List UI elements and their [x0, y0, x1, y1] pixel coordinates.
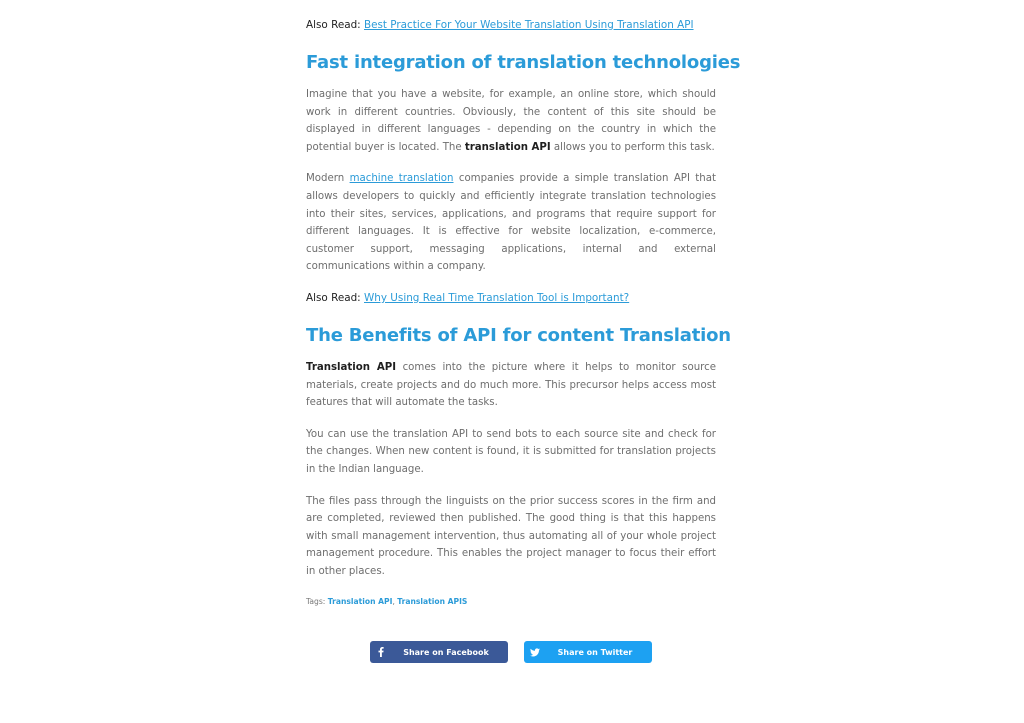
- tags-label: Tags:: [306, 597, 326, 607]
- paragraph-text: Imagine that you have a website, for example, an online store, which should work in different countries. Obviously, the content of this site should be displayed in different languages - depending on the country in which the potential buyer is located. The: [306, 89, 716, 153]
- tag-translation-apis[interactable]: Translation APIS: [397, 597, 468, 607]
- paragraph-text: companies provide a simple translation API that allows developers to quickly and efficiently integrate translation technologies into their sites, services, applications, and programs that require support for different languages. It is effective for website localization, e-commerce, customer support, messaging applications, internal and external communications within a company.: [306, 173, 716, 273]
- tags: [306, 596, 716, 608]
- paragraph-modern: [306, 170, 716, 276]
- paragraph-imagine: [306, 86, 716, 156]
- section-heading-benefits: The Benefits of API for content Translation: [306, 324, 731, 346]
- also-read-link-best-practice[interactable]: Best Practice For Your Website Translation Using Translation API: [364, 19, 694, 31]
- paragraph-text: allows you to perform this task.: [550, 141, 715, 153]
- strong-translation-api: translation API: [464, 141, 551, 153]
- paragraph-text: Modern: [306, 173, 350, 185]
- share-facebook-button[interactable]: [370, 641, 508, 663]
- also-read-2: [306, 290, 716, 307]
- share-twitter-button[interactable]: [524, 641, 652, 663]
- also-read-1: [306, 17, 716, 34]
- share-twitter-label: Share on Twitter: [557, 647, 633, 657]
- facebook-icon: [370, 641, 392, 663]
- paragraph-text: comes into the picture where it helps to monitor source materials, create projects and do much more. This precursor helps access most features that will automate the tasks.: [306, 361, 716, 409]
- paragraph-translation-api: [306, 359, 716, 412]
- tag-translation-api[interactable]: Translation API: [327, 597, 393, 607]
- section-heading-fast-integration: Fast integration of translation technologies: [306, 52, 741, 73]
- machine-translation-link[interactable]: machine translation: [349, 173, 454, 185]
- tags-separator: ,: [392, 597, 395, 607]
- twitter-icon: [524, 641, 546, 663]
- paragraph-bots: You can use the translation API to send bots to each source site and check for the changes. When new content is found, it is submitted for translation projects in the Indian language.: [306, 428, 716, 475]
- also-read-label: Also Read:: [306, 19, 361, 31]
- paragraph-files: The files pass through the linguists on the prior success scores in the firm and are completed, reviewed then published. The good thing is that this happens with small management intervention, thus automating all of your whole project management procedure. This enables the project manager to focus their effort in other places.: [306, 495, 716, 577]
- article: [306, 17, 741, 608]
- strong-translation-api: Translation API: [306, 361, 397, 373]
- also-read-label: Also Read:: [306, 291, 361, 304]
- share-facebook-label: Share on Facebook: [403, 647, 489, 657]
- also-read-link-real-time[interactable]: Why Using Real Time Translation Tool is Important?: [364, 291, 630, 304]
